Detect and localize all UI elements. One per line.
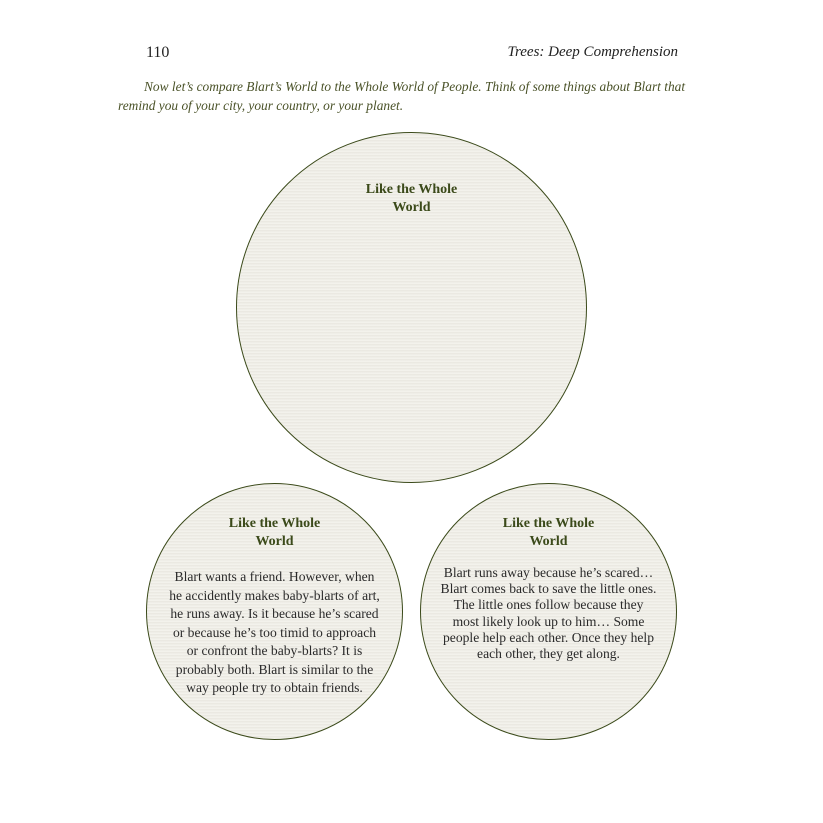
page-number: 110 [146,44,170,61]
running-head: Trees: Deep Comprehension [507,44,678,60]
circle-right-whole-world [420,483,677,740]
circle-large-whole-world [236,132,587,483]
circle-left-whole-world [146,483,403,740]
circle-body: Blart wants a friend. However, when he accidently makes baby-blarts of art, he runs away. Is it because he’s scared or because he’s too timid to approach or confront the baby-blarts? It is probably both. Blart is similar to the way people try to obtain friends. [169,569,380,695]
circle-title: Like the Whole World [365,182,458,215]
circle-body: Blart runs away because he’s scared… Blart comes back to save the little ones. The little ones follow because they most likely look up to him… Some people help each other. Once they help each other, they get along. [440,565,657,662]
instructions-text: Now let’s compare Blart’s World to the Whole World of People. Think of some things about Blart that remind you of your city, your country, or your planet. [118,79,686,113]
circle-title: Like the Whole World [502,516,595,549]
circle-title: Like the Whole World [228,516,321,549]
